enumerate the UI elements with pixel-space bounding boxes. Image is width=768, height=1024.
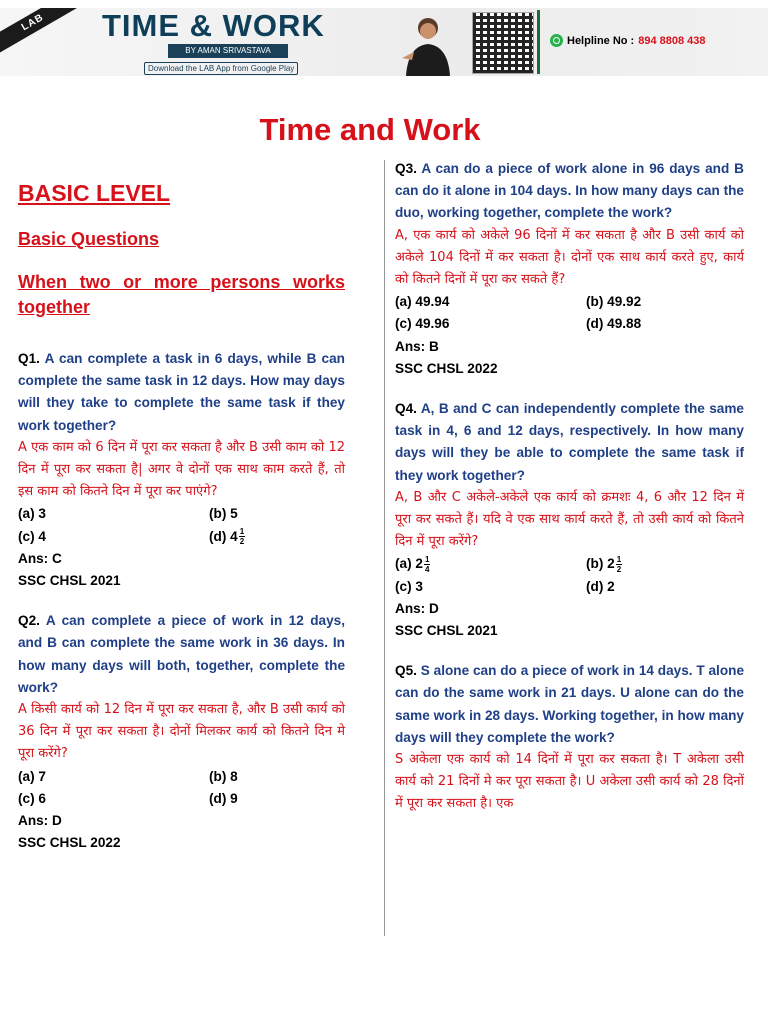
option-c: (c) 4 bbox=[18, 528, 46, 544]
option-b: (b) 8 bbox=[209, 768, 238, 784]
answer: Ans: C bbox=[18, 550, 62, 566]
option-b: (b) 2 1 2 bbox=[586, 555, 622, 575]
question-text-hi: A किसी कार्य को 12 दिन में पूरा कर सकता है, और B उसी कार्य को 36 दिन में पूरा कर सकता है। दोनों मिलकर कार्य को कितने दिन मे पूरा करेंगे? bbox=[18, 702, 345, 762]
question-text-hi: A एक काम को 6 दिन में पूरा कर सकता है और B उसी काम को 12 दिन में पूरा कर सकता है| अगर वे दोनों एक साथ काम करते हैं, तो इस काम को कितने दिन में पूरा कर पाएंगे? bbox=[18, 439, 345, 500]
download-app-link[interactable]: Download the LAB App from Google Play bbox=[144, 62, 298, 75]
question-3 bbox=[395, 158, 744, 380]
whatsapp-icon bbox=[550, 34, 563, 47]
helpline-number[interactable]: 894 8808 438 bbox=[638, 34, 706, 47]
topic-heading: When two or more persons works together bbox=[18, 272, 345, 317]
fraction: 1 2 bbox=[616, 555, 622, 575]
options bbox=[18, 766, 345, 810]
option-d: (d) 2 bbox=[586, 578, 615, 594]
fraction: 1 4 bbox=[424, 555, 430, 575]
left-column bbox=[18, 172, 345, 872]
option-b: (b) 5 bbox=[209, 506, 238, 522]
section-heading: Basic Questions bbox=[18, 229, 160, 249]
question-1 bbox=[18, 348, 345, 592]
option-a: (a) 2 1 4 bbox=[395, 555, 430, 575]
question-4 bbox=[395, 398, 744, 642]
answer: Ans: B bbox=[395, 338, 439, 354]
exam-source: SSC CHSL 2022 bbox=[395, 360, 498, 376]
level-heading: BASIC LEVEL bbox=[18, 180, 171, 206]
question-5 bbox=[395, 660, 744, 815]
option-d: (d) 9 bbox=[209, 790, 238, 806]
question-text-en: A can complete a piece of work in 12 days, and B can complete the same work in 36 days. In how many days will both, together, complete the work? bbox=[18, 613, 345, 695]
question-number: Q5. bbox=[395, 663, 417, 679]
banner-divider bbox=[537, 10, 540, 74]
option-c: (c) 49.96 bbox=[395, 316, 450, 332]
helpline bbox=[550, 34, 706, 47]
question-text-hi: A, एक कार्य को अकेले 96 दिनों में कर सकता है और B उसी कार्य को अकेले 104 दिनों में कर सकता है। दोनों एक साथ कार्य करते हुए, कार्य को कितने दिनों में पूरा कर सकते हैं? bbox=[395, 227, 744, 288]
options bbox=[18, 503, 345, 547]
options bbox=[395, 553, 744, 597]
page-title: Time and Work bbox=[259, 112, 481, 147]
question-text-hi: S अकेला एक कार्य को 14 दिनों में पूरा कर सकता है। T अकेला उसी कार्य को 21 दिनों मे कर पूरा सकता है। U अकेला उसी कार्य को 28 दिनों में पूरा कर सकता है। एक bbox=[395, 752, 744, 812]
answer: Ans: D bbox=[395, 600, 439, 616]
option-c: (c) 3 bbox=[395, 578, 423, 594]
question-text-en: A can do a piece of work alone in 96 days and B can do it alone in 104 days. In how many days can the duo, working together, complete the work? bbox=[395, 161, 745, 221]
column-divider bbox=[384, 160, 385, 936]
lab-ribbon: LAB bbox=[0, 8, 85, 58]
option-b: (b) 49.92 bbox=[586, 294, 642, 310]
question-number: Q3. bbox=[395, 161, 417, 176]
question-number: Q4. bbox=[395, 401, 417, 417]
option-a: (a) 49.94 bbox=[395, 294, 450, 310]
helpline-label: Helpline No : bbox=[567, 34, 635, 47]
banner-title: TIME & WORK bbox=[102, 8, 325, 43]
option-a: (a) 3 bbox=[18, 506, 46, 522]
option-d: (d) 4 1 2 bbox=[209, 527, 245, 547]
options bbox=[395, 291, 744, 335]
right-column bbox=[395, 158, 744, 834]
header-banner bbox=[0, 8, 768, 76]
presenter-photo bbox=[398, 12, 458, 76]
fraction: 1 2 bbox=[239, 527, 245, 547]
option-a: (a) 7 bbox=[18, 768, 46, 784]
question-text-en: A, B and C can independently complete the same task in 4, 6 and 12 days, respectively. In how many days will they be able to complete the same task if they work together? bbox=[395, 401, 744, 483]
question-number: Q1. bbox=[18, 351, 40, 366]
question-text-en: A can complete a task in 6 days, while B can complete the same task in 12 days. How may days will they take to complete the same task if they work together? bbox=[18, 351, 345, 433]
answer: Ans: D bbox=[18, 813, 62, 829]
exam-source: SSC CHSL 2022 bbox=[18, 835, 121, 851]
qr-code-icon bbox=[472, 12, 534, 74]
question-2 bbox=[18, 610, 345, 854]
exam-source: SSC CHSL 2021 bbox=[395, 623, 498, 639]
question-text-en: S alone can do a piece of work in 14 days. T alone can do the same work in 21 days. U alone can do the same work in 28 days. Working together, in how many days will they complete the work? bbox=[395, 663, 745, 745]
question-number: Q2. bbox=[18, 613, 40, 629]
banner-byline: BY AMAN SRIVASTAVA bbox=[168, 44, 288, 58]
exam-source: SSC CHSL 2021 bbox=[18, 573, 121, 589]
question-text-hi: A, B और C अकेले-अकेले एक कार्य को क्रमशः 4, 6 और 12 दिन में पूरा कर सकते हैं। यदि वे एक साथ कार्य करते हैं, तो उसी कार्य को कितने दिन में पूरा करेंगे? bbox=[395, 489, 744, 550]
option-d: (d) 49.88 bbox=[586, 316, 642, 332]
option-c: (c) 6 bbox=[18, 790, 46, 806]
